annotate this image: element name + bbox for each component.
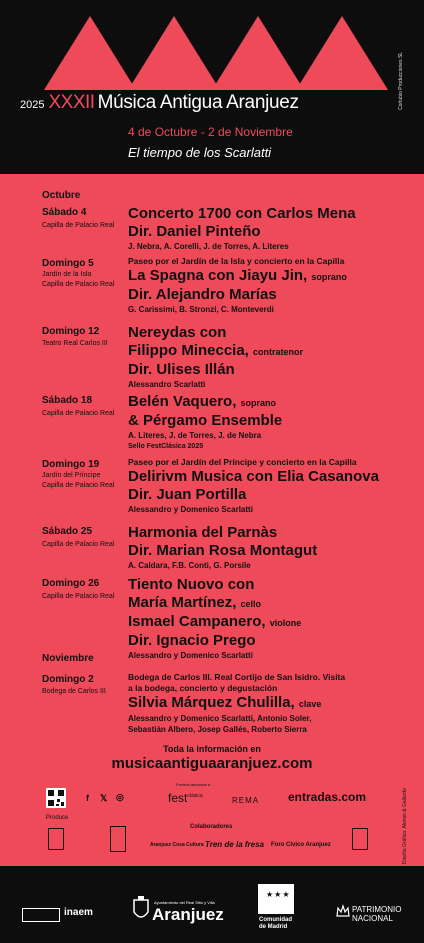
stars-icon: ★★★	[266, 890, 291, 899]
event-composers: Alessandro y Domenico Scarlatti	[128, 651, 253, 660]
event-performer: & Pérgamo Ensemble	[128, 412, 283, 429]
event-composers: Alessandro y Domenico Scarlatti	[128, 505, 253, 514]
event-venue: Jardín del Príncipe	[42, 472, 101, 479]
event-day: Domingo 2	[42, 674, 94, 685]
patrimonio-text: PATRIMONIO	[352, 905, 402, 914]
info-text: Toda la información en	[163, 744, 261, 754]
event-performer: La Spagna con Jiayu Jin, soprano	[128, 267, 347, 284]
event-venue: Capilla de Palacio Real	[42, 541, 115, 548]
instagram-icon[interactable]: ◎	[116, 792, 124, 802]
event-day: Sábado 18	[42, 395, 93, 406]
event-day: Sábado 25	[42, 526, 93, 537]
aranjuez-logo: Aranjuez	[152, 905, 224, 924]
crown-icon	[336, 904, 350, 918]
triangles-logo	[0, 16, 424, 90]
year: 2025	[20, 99, 45, 111]
event-performer: Silvia Márquez Chulilla, clave	[128, 694, 322, 711]
event-day: Sábado 4	[42, 207, 87, 218]
event-composers: A. Caldara, F.B. Conti, G. Porsile	[128, 561, 251, 570]
festival-dates: 4 de Octubre - 2 de Noviembre	[128, 125, 293, 139]
event-venue: Capilla de Palacio Real	[42, 482, 115, 489]
event-performer: Delirivm Musica con Elia Casanova	[128, 468, 379, 485]
program-area	[0, 174, 424, 866]
event-performer: Ismael Campanero, violone	[128, 613, 302, 630]
collaborator-logo: Tren de la fresa	[205, 840, 264, 849]
nacional-text: NACIONAL	[352, 914, 393, 923]
qr-code-icon[interactable]	[46, 788, 66, 808]
month-label: Octubre	[42, 190, 81, 201]
event-performer: Nereydas con	[128, 324, 227, 341]
event-composers: Alessandro y Domenico Scarlatti, Antonio Soler,	[128, 714, 312, 723]
madrid-text: de Madrid	[259, 924, 288, 930]
event-performer: Harmonia del Parnàs	[128, 524, 278, 541]
event-day: Domingo 26	[42, 578, 100, 589]
event-intro: Paseo por el Jardín del Príncipe y concierto en la Capilla	[128, 457, 357, 467]
event-composers: J. Nebra, A. Corelli, J. de Torres, A. Literes	[128, 242, 289, 251]
event-performer: Concerto 1700 con Carlos Mena	[128, 205, 356, 222]
event-performer: María Martínez, cello	[128, 594, 262, 611]
event-performer: Tiento Nuovo con	[128, 576, 255, 593]
produce-label: Produce	[46, 815, 69, 821]
design-credit: Diseño Gráfico: Alonso & Gallardo	[402, 788, 408, 864]
event-venue: Capilla de Palacio Real	[42, 222, 115, 229]
festclasica-logo: fest$^{clásica}$	[168, 791, 203, 805]
header-band	[0, 0, 424, 174]
event-intro: Paseo por el Jardín de la Isla y concierto en la Capilla	[128, 256, 345, 266]
festival-associated-label: Festival asociado a	[176, 782, 211, 787]
city-council-text: Ayuntamiento del Real Sitio y Villa	[154, 900, 215, 905]
event-venue: Capilla de Palacio Real	[42, 281, 115, 288]
event-venue: Capilla de Palacio Real	[42, 410, 115, 417]
edition-number: XXXII	[48, 92, 95, 113]
collaborators-label: Colaboradores	[190, 824, 233, 830]
side-credit: Cortubio Producciones SL	[398, 51, 404, 110]
comunidad-text: Comunidad	[259, 917, 292, 923]
event-day: Domingo 12	[42, 326, 100, 337]
month-label: Noviembre	[42, 653, 94, 664]
festival-name: Música Antigua Aranjuez	[97, 92, 299, 113]
event-composers: A. Literes, J. de Torres, J. de Nebra	[128, 431, 262, 440]
event-intro: a la bodega, concierto y degustación	[128, 683, 278, 693]
event-intro: Bodega de Carlos III. Real Cortijo de San Isidro. Visita	[128, 672, 346, 682]
sponsor-band	[0, 866, 424, 943]
festival-title	[20, 92, 410, 114]
event-venue: Capilla de Palacio Real	[42, 593, 115, 600]
event-performer: Dir. Ignacio Prego	[128, 632, 256, 649]
event-venue: Teatro Real Carlos III	[42, 340, 108, 347]
collaborator-logo	[110, 826, 126, 852]
event-performer: Belén Vaquero, soprano	[128, 393, 277, 410]
event-performer: Dir. Ulises Illán	[128, 361, 235, 378]
event-performer: Dir. Juan Portilla	[128, 486, 247, 503]
event-day: Domingo 19	[42, 459, 100, 470]
event-composers: Alessandro Scarlatti	[128, 380, 206, 389]
festival-tagline: El tiempo de los Scarlatti	[128, 145, 272, 160]
event-performer: Dir. Alejandro Marías	[128, 286, 277, 303]
entradas-logo[interactable]: entradas.com	[288, 790, 367, 804]
collaborator-logo: Aranjuez Cosa Cultura	[150, 842, 204, 848]
ministry-logo	[22, 908, 60, 922]
event-label: Sello FestClásica 2025	[128, 443, 204, 450]
inaem-logo: inaem	[64, 907, 93, 918]
aranjuez-crest-icon	[132, 896, 150, 922]
event-performer: Dir. Daniel Pinteño	[128, 223, 261, 240]
event-day: Domingo 5	[42, 258, 94, 269]
event-performer: Filippo Mineccia, contratenor	[128, 342, 304, 359]
event-performer: Dir. Marian Rosa Montagut	[128, 542, 318, 559]
collaborator-logo: Foro Cívico Aranjuez	[271, 842, 331, 848]
x-twitter-icon[interactable]: 𝕏	[100, 793, 108, 803]
event-composers: G. Carissimi, B. Stronzi, C. Monteverdi	[128, 305, 274, 314]
producer-logo	[48, 828, 64, 850]
collaborator-logo	[352, 828, 368, 850]
facebook-icon[interactable]: f	[86, 793, 89, 803]
rema-logo: REMA	[232, 796, 260, 805]
event-composers: Sebastián Albero, Josep Gallés, Roberto Sierra	[128, 725, 307, 734]
event-venue: Jardín de la Isla	[42, 271, 92, 278]
comunidad-madrid-logo	[258, 884, 294, 914]
website-url[interactable]: musicaantiguaaranjuez.com	[111, 755, 313, 772]
event-venue: Bodega de Carlos III	[42, 688, 106, 695]
